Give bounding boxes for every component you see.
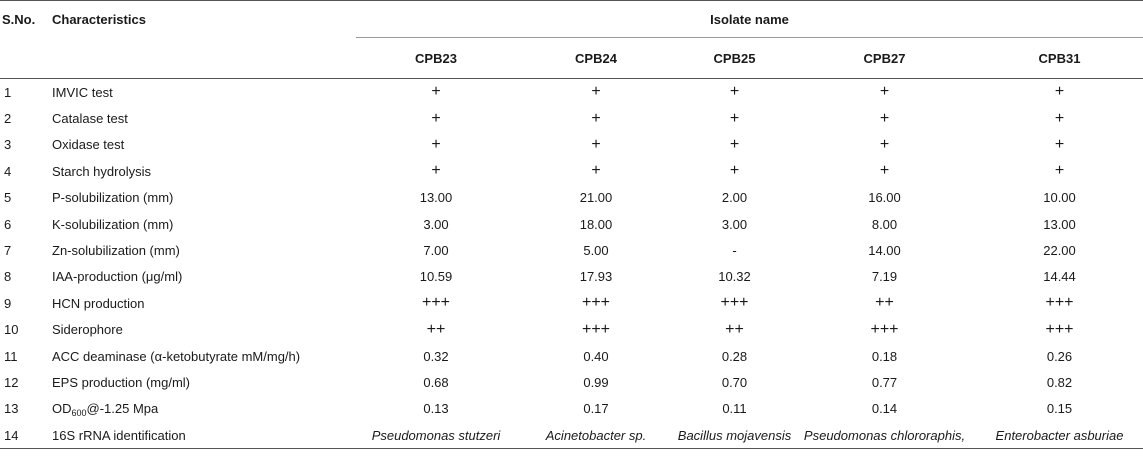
cell-value: 7.00 (423, 243, 449, 259)
cell-value: 10.32 (718, 269, 751, 285)
row-characteristic: P-solubilization (mm) (52, 190, 174, 206)
cell-value: 0.11 (722, 401, 747, 417)
cell-value: 13.00 (1043, 216, 1076, 232)
cell-value: +++ (720, 294, 749, 312)
cell-value: 14.44 (1043, 269, 1076, 285)
cell-value: - (732, 243, 737, 259)
cell-value: Enterobacter asburiae (976, 422, 1143, 449)
table-row (0, 158, 1143, 184)
cell-value: + (591, 109, 601, 127)
header-isolate: CPB23 (356, 38, 516, 79)
cell-value: + (431, 109, 441, 127)
header-isolate: CPB24 (516, 38, 676, 79)
cell-value: Acinetobacter sp. (516, 422, 676, 449)
cell-value: 5.00 (583, 243, 609, 259)
cell-value: +++ (1045, 294, 1074, 312)
cell-value: + (431, 162, 441, 180)
cell-value: ++ (725, 320, 744, 338)
cell-value: 0.17 (583, 401, 609, 417)
characteristic-subscript: 600 (71, 408, 87, 419)
row-characteristic: 16S rRNA identification (52, 422, 356, 449)
row-number: 1 (4, 84, 12, 100)
cell-value: 0.70 (721, 374, 748, 390)
cell-value: 2.00 (721, 190, 748, 206)
cell-value: 3.00 (721, 216, 748, 232)
cell-value: Pseudomonas chlororaphis, (793, 422, 976, 449)
cell-value: 0.15 (1046, 401, 1073, 417)
cell-value: +++ (1045, 320, 1074, 338)
row-number: 6 (4, 216, 12, 232)
cell-value: + (729, 135, 740, 153)
cell-value: 8.00 (871, 216, 898, 232)
row-number: 5 (4, 190, 12, 206)
row-characteristic: Siderophore (52, 322, 123, 338)
row-number: 14 (0, 422, 52, 449)
cell-value: ++ (875, 294, 894, 312)
cell-value: + (1054, 109, 1065, 127)
row-number: 8 (4, 269, 12, 285)
cell-value: 0.18 (871, 348, 898, 364)
row-characteristic: K-solubilization (mm) (52, 216, 174, 232)
cell-value: + (879, 109, 890, 127)
table-row (0, 290, 1143, 316)
header-isolate: CPB31 (976, 38, 1143, 79)
row-number: 11 (4, 348, 18, 364)
table-body (0, 79, 1143, 449)
cell-value: 0.40 (583, 348, 609, 364)
cell-value: + (729, 109, 740, 127)
cell-value: + (1054, 83, 1065, 101)
cell-value: 0.13 (423, 401, 449, 417)
table-row (0, 79, 1143, 106)
cell-value: +++ (421, 294, 451, 312)
cell-value: 21.00 (579, 190, 613, 206)
cell-value: + (1054, 135, 1065, 153)
cell-value: 22.00 (1043, 243, 1076, 259)
cell-value: 0.77 (871, 374, 898, 390)
cell-value: +++ (870, 320, 899, 338)
cell-value: +++ (581, 320, 611, 338)
cell-value: 17.93 (579, 269, 613, 285)
cell-value: 0.14 (871, 401, 898, 417)
row-characteristic: Zn-solubilization (mm) (52, 243, 180, 259)
row-number: 7 (4, 243, 12, 259)
table-row (0, 185, 1143, 211)
cell-value: 0.82 (1046, 374, 1073, 390)
table-row (0, 317, 1143, 343)
row-characteristic (52, 396, 356, 422)
row-characteristic: ACC deaminase (α-ketobutyrate mM/mg/h) (52, 348, 301, 364)
cell-value: 18.00 (579, 216, 613, 232)
table-row (0, 105, 1143, 131)
table-row (0, 237, 1143, 263)
header-characteristics: Characteristics (52, 1, 356, 38)
cell-value: Pseudomonas stutzeri (356, 422, 516, 449)
header-sno: S.No. (0, 1, 52, 38)
cell-value: 0.32 (423, 348, 449, 364)
cell-value: + (591, 135, 601, 153)
cell-value: 0.68 (423, 374, 449, 390)
row-characteristic: Catalase test (52, 111, 128, 127)
cell-value: + (431, 135, 441, 153)
row-characteristic: Oxidase test (52, 137, 125, 153)
row-number: 13 (4, 401, 19, 417)
cell-value: 3.00 (423, 216, 449, 232)
cell-value: 0.26 (1046, 348, 1073, 364)
cell-value: + (879, 83, 890, 101)
cell-value: 7.19 (871, 269, 898, 285)
table-row (0, 132, 1143, 158)
cell-value: 13.00 (419, 190, 453, 206)
table-row (0, 422, 1143, 449)
cell-value: + (431, 83, 441, 101)
row-number: 3 (4, 137, 12, 153)
cell-value: + (879, 162, 890, 180)
cell-value: + (879, 135, 890, 153)
characteristic-prefix: OD (52, 401, 72, 417)
cell-value: + (729, 83, 740, 101)
row-characteristic: EPS production (mg/ml) (52, 374, 190, 390)
cell-value: + (591, 83, 601, 101)
row-number: 9 (4, 295, 12, 311)
row-characteristic: IAA-production (μg/ml) (52, 269, 183, 285)
row-characteristic: Starch hydrolysis (52, 163, 151, 179)
cell-value: 10.59 (419, 269, 453, 285)
row-characteristic: IMVIC test (52, 84, 113, 100)
cell-value: 0.99 (583, 374, 609, 390)
cell-value: 0.28 (721, 348, 748, 364)
characteristic-suffix: @-1.25 Mpa (86, 401, 159, 417)
cell-value: 10.00 (1043, 190, 1076, 206)
cell-value: 16.00 (868, 190, 901, 206)
cell-value: + (729, 162, 740, 180)
table-row (0, 264, 1143, 290)
row-number: 10 (4, 322, 19, 338)
cell-value: + (591, 162, 601, 180)
row-number: 2 (4, 111, 12, 127)
table-row (0, 211, 1143, 237)
cell-value: ++ (426, 320, 446, 338)
table-row (0, 396, 1143, 422)
row-characteristic: HCN production (52, 295, 145, 311)
row-number: 12 (4, 374, 19, 390)
row-number: 4 (4, 163, 12, 179)
cell-value: Bacillus mojavensis (676, 422, 793, 449)
cell-value: + (1054, 162, 1065, 180)
cell-value: +++ (581, 294, 611, 312)
cell-value: 14.00 (868, 243, 901, 259)
header-isolate-name: Isolate name (356, 1, 1143, 38)
header-isolate: CPB27 (793, 38, 976, 79)
table-row (0, 369, 1143, 395)
header-isolate: CPB25 (676, 38, 793, 79)
table-row (0, 343, 1143, 369)
